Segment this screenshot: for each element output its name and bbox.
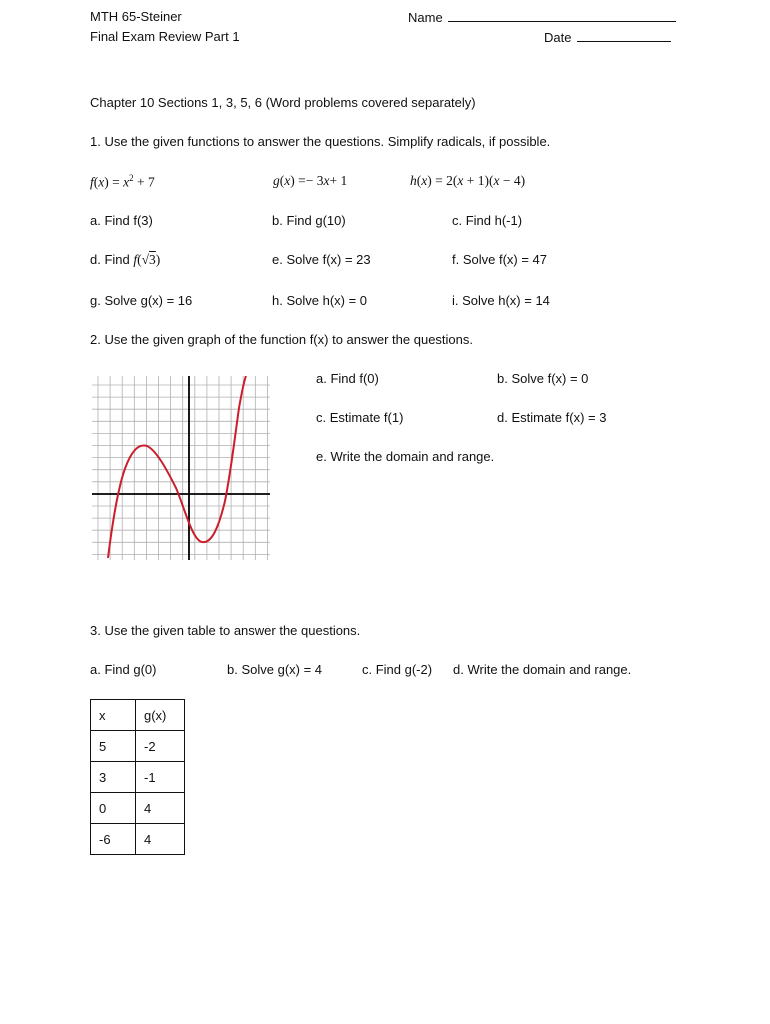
table-header-gx: g(x) [136,700,185,731]
table-cell-x: -6 [91,824,136,855]
date-field[interactable] [544,29,671,45]
q1-part-h: h. Solve h(x) = 0 [272,293,368,308]
document-title: Final Exam Review Part 1 [90,29,240,44]
q1-part-a: a. Find f(3) [90,213,153,228]
name-label: Name [408,10,443,25]
function-g: g(x) =− 3x+ 1 [273,173,348,188]
table-cell-gx: -1 [136,762,185,793]
q3-part-c: c. Find g(-2) [362,662,433,677]
table-header-x: x [91,700,136,731]
q1-part-d-prefix: d. Find [90,252,134,267]
name-blank[interactable] [448,9,676,22]
q1-part-b: b. Find g(10) [272,213,346,228]
q1-part-i: i. Solve h(x) = 14 [452,293,550,308]
table-row [91,731,185,762]
table-row [91,824,185,855]
q2-part-d: d. Estimate f(x) = 3 [497,410,607,425]
function-graph [92,376,272,560]
chapter-line: Chapter 10 Sections 1, 3, 5, 6 (Word problems covered separately) [90,95,476,110]
course-label: MTH 65-Steiner [90,9,182,24]
values-table [90,699,185,855]
date-label: Date [544,30,572,45]
q1-part-f: f. Solve f(x) = 47 [452,252,548,267]
table-cell-gx: -2 [136,731,185,762]
table-cell-x: 5 [91,731,136,762]
q3-part-a: a. Find g(0) [90,662,157,677]
q2-prompt: 2. Use the given graph of the function f(x) to answer the questions. [90,332,473,347]
table-header-row [91,700,185,731]
function-f: $f(x) = x^2 + 7$ [90,173,155,190]
q3-prompt: 3. Use the given table to answer the questions. [90,623,361,638]
q1-part-g: g. Solve g(x) = 16 [90,293,193,308]
table-cell-x: 0 [91,793,136,824]
name-field[interactable] [408,9,676,25]
q2-part-e: e. Write the domain and range. [316,449,495,464]
graph-grid [92,376,270,560]
table-row [91,762,185,793]
q1-part-c: c. Find h(-1) [452,213,523,228]
q1-prompt: 1. Use the given functions to answer the questions. Simplify radicals, if possible. [90,134,551,149]
function-curve [108,376,246,558]
q1-part-d [90,252,160,268]
table-cell-gx: 4 [136,824,185,855]
table-row [91,793,185,824]
date-blank[interactable] [577,29,671,42]
q3-part-b: b. Solve g(x) = 4 [227,662,323,677]
q1-part-d-expr: f(√3) [133,252,161,267]
q1-part-e: e. Solve f(x) = 23 [272,252,371,267]
q2-part-a: a. Find f(0) [316,371,379,386]
table-cell-x: 3 [91,762,136,793]
table-cell-gx: 4 [136,793,185,824]
q2-part-c: c. Estimate f(1) [316,410,404,425]
q2-part-b: b. Solve f(x) = 0 [497,371,589,386]
function-h: h(x) = 2(x + 1)(x − 4) [410,173,526,188]
q3-part-d: d. Write the domain and range. [453,662,632,677]
